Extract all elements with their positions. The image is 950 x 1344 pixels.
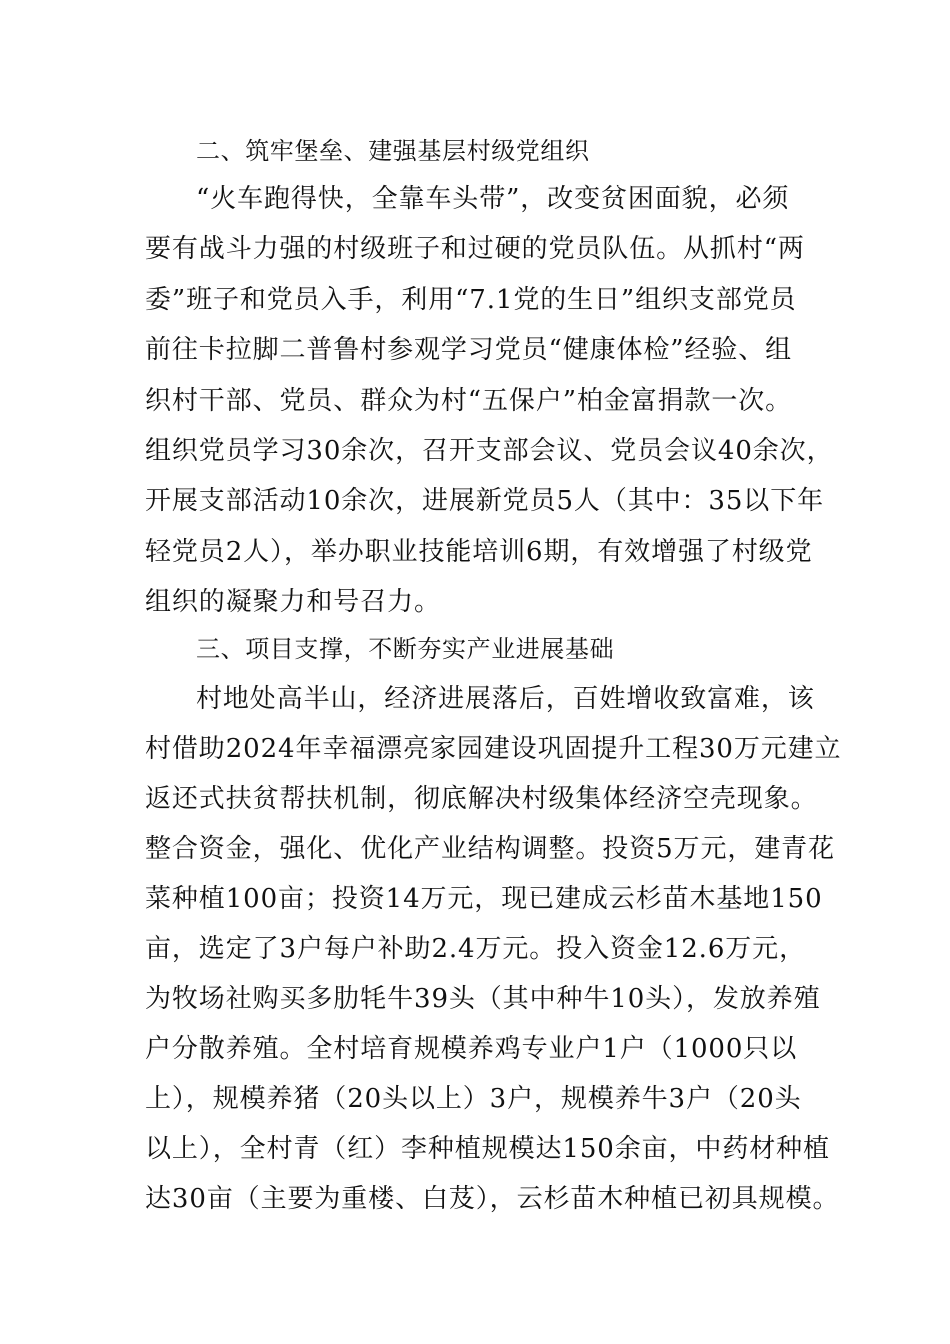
paragraph-line: 委”班子和党员入手，利用“7.1党的生日”组织支部党员 <box>145 285 797 315</box>
paragraph-line: 返还式扶贫帮扶机制，彻底解决村级集体经济空壳现象。 <box>145 784 818 814</box>
paragraph-line: 为牧场社购买多肋牦牛39头（其中种牛10头），发放养殖 <box>145 984 821 1014</box>
paragraph-line: 户分散养殖。全村培育规模养鸡专业户1户（1000只以 <box>145 1034 798 1064</box>
paragraph-line: 菜种植100亩；投资14万元，现已建成云杉苗木基地150 <box>145 884 823 914</box>
paragraph-line: 村地处高半山，经济进展落后，百姓增收致富难，该 <box>196 684 815 714</box>
paragraph-line: 轻党员2人），举办职业技能培训6期，有效增强了村级党 <box>145 537 813 567</box>
paragraph-line: 前往卡拉脚二普鲁村参观学习党员“健康体检”经验、组 <box>145 335 793 365</box>
paragraph-line: 整合资金，强化、优化产业结构调整。投资5万元，建青花 <box>145 834 835 864</box>
section-heading-2: 二、筑牢堡垒、建强基层村级党组织 <box>196 137 590 165</box>
paragraph-line: 亩，选定了3户每户补助2.4万元。投入资金12.6万元， <box>145 934 806 964</box>
paragraph-line: 开展支部活动10余次，进展新党员5人（其中：35以下年 <box>145 486 825 516</box>
paragraph-line: 达30亩（主要为重楼、白芨），云杉苗木种植已初具规模。 <box>145 1184 840 1214</box>
section-heading-3: 三、项目支撑，不断夯实产业进展基础 <box>196 635 615 663</box>
paragraph-line: 村借助2024年幸福漂亮家园建设巩固提升工程30万元建立 <box>145 734 842 764</box>
paragraph-line: 以上），全村青（红）李种植规模达150余亩，中药材种植 <box>145 1134 830 1164</box>
paragraph-line: 组织党员学习30余次，召开支部会议、党员会议40余次， <box>145 436 834 466</box>
paragraph-line: 织村干部、党员、群众为村“五保户”柏金富捐款一次。 <box>145 386 793 416</box>
paragraph-line: 上），规模养猪（20头以上）3户，规模养牛3户（20头 <box>145 1084 802 1114</box>
paragraph-line: “火车跑得快，全靠车头带”，改变贫困面貌，必须 <box>196 184 790 214</box>
paragraph-line: 组织的凝聚力和号召力。 <box>145 587 441 617</box>
paragraph-line: 要有战斗力强的村级班子和过硬的党员队伍。从抓村“两 <box>145 234 805 264</box>
